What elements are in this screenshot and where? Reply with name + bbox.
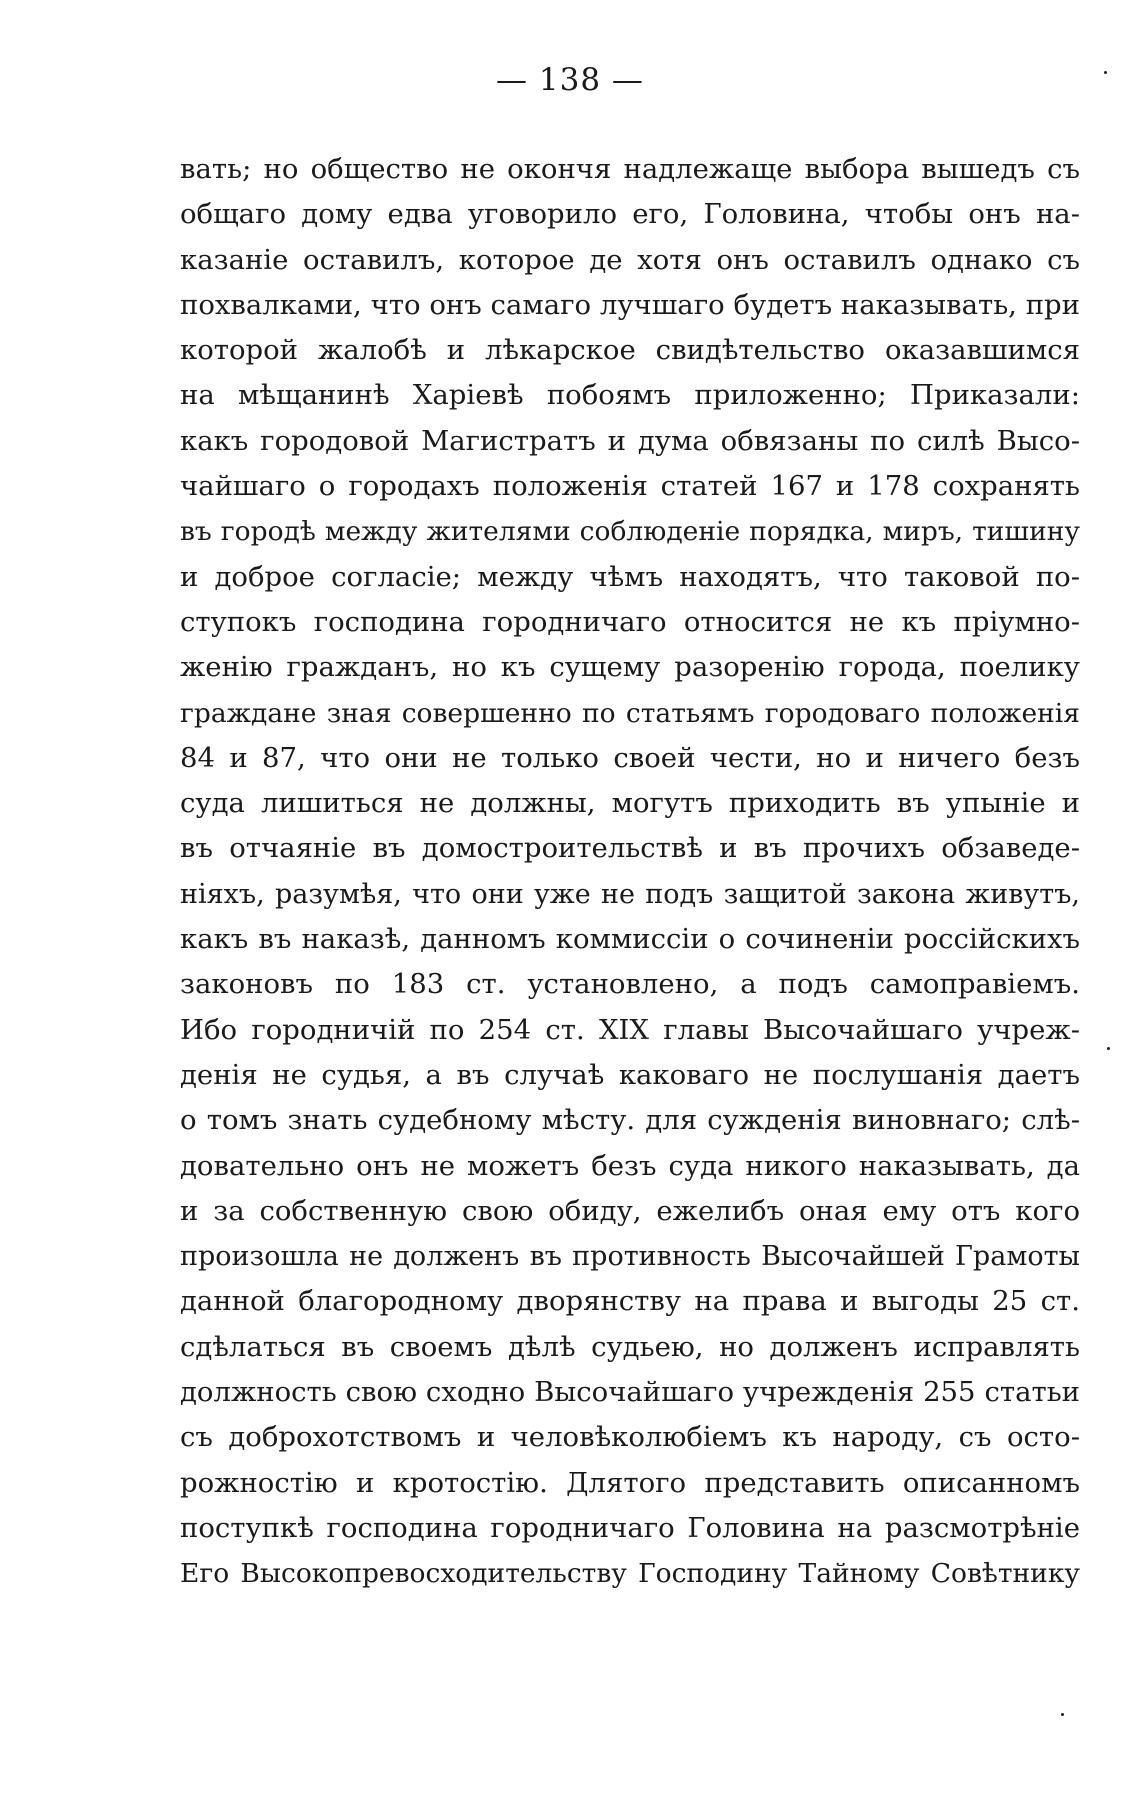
text-line: чайшаго о городахъ положенія статей 167 и 178 сохранять xyxy=(180,470,1080,503)
body-text xyxy=(180,147,1080,1597)
page-number: — 138 — xyxy=(496,62,644,98)
text-line: ніяхъ, разумѣя, что они уже не подъ защитой закона живутъ, xyxy=(180,878,1080,910)
text-line: сдѣлаться въ своемъ дѣлѣ судьею, но долженъ исправлять xyxy=(180,1330,1080,1363)
text-line: въ городѣ между жителями соблюденіе порядка, миръ, тишину xyxy=(180,516,1080,548)
text-line: законовъ по 183 ст. установлено, а подъ самоправіемъ. xyxy=(180,968,1080,1001)
text-line: денія не судья, а въ случаѣ каковаго не послушанія даетъ xyxy=(180,1058,1080,1091)
text-line: казаніе оставилъ, которое де хотя онъ оставилъ однако съ xyxy=(180,243,1080,276)
ink-speck xyxy=(1107,1047,1110,1050)
text-line: рожностію и кротостію. Длятого представить описанномъ xyxy=(180,1466,1080,1499)
text-line: вать; но общество не окончя надлежаще выбора вышедъ съ xyxy=(180,153,1080,185)
text-line: похвалками, что онъ самаго лучшаго будетъ наказывать, при xyxy=(180,288,1080,321)
text-line: Его Высокопревосходительству Господину Тайному Совѣтнику xyxy=(180,1558,1080,1590)
text-line: какъ въ наказѣ, данномъ коммиссіи о сочиненіи россійскихъ xyxy=(180,923,1080,956)
text-line: довательно онъ не можетъ безъ суда никого наказывать, да xyxy=(180,1149,1080,1182)
text-line: суда лишиться не должны, могутъ приходить въ упыніе и xyxy=(180,787,1080,820)
ink-speck xyxy=(1104,71,1107,74)
text-line: и доброе согласіе; между чѣмъ находятъ, что таковой по- xyxy=(180,560,1080,593)
text-line: въ отчаяніе въ домостроительствѣ и въ прочихъ обзаведе- xyxy=(180,832,1080,865)
text-line: данной благородному дворянству на права и выгоды 25 ст. xyxy=(180,1285,1080,1318)
text-line: поступкѣ господина городничаго Головина на разсмотрѣніе xyxy=(180,1511,1080,1544)
ink-speck xyxy=(1061,1713,1064,1716)
text-line: какъ городовой Магистратъ и дума обвязаны по силѣ Высо- xyxy=(180,424,1080,457)
text-line: общаго дому едва уговорило его, Головина, чтобы онъ на- xyxy=(180,198,1080,231)
text-line: съ доброхотствомъ и человѣколюбіемъ къ народу, съ осто- xyxy=(180,1421,1080,1454)
text-line: на мѣщанинѣ Харіевѣ побоямъ приложенно; Приказали: xyxy=(180,379,1080,412)
text-line: 84 и 87, что они не только своей чести, но и ничего безъ xyxy=(180,741,1080,774)
text-line: и за собственную свою обиду, ежелибъ оная ему отъ кого xyxy=(180,1194,1080,1227)
text-line: Ибо городничій по 254 ст. XIX главы Высочайшаго учреж- xyxy=(180,1013,1080,1046)
text-line: ступокъ господина городничаго относится не къ пріумно- xyxy=(180,605,1080,638)
text-line: должность свою сходно Высочайшаго учрежденія 255 статьи xyxy=(180,1376,1080,1409)
text-line: которой жалобѣ и лѣкарское свидѣтельство оказавшимся xyxy=(180,334,1080,367)
text-line: женію гражданъ, но къ сущему разоренію города, поелику xyxy=(180,651,1080,684)
text-line: произошла не долженъ въ противность Высочайшей Грамоты xyxy=(180,1241,1080,1273)
text-line: граждане зная совершенно по статьямъ городоваго положенія xyxy=(180,697,1080,729)
text-line: о томъ знать судебному мѣсту. для сужденія виновнаго; слѣ- xyxy=(180,1104,1080,1137)
